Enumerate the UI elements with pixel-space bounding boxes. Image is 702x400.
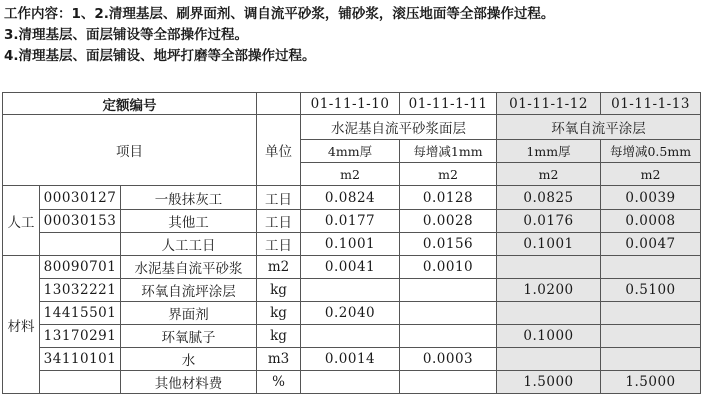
- quota-code: 01-11-1-10: [301, 93, 400, 115]
- resource-unit: kg: [257, 325, 301, 348]
- table-row: [3, 279, 701, 302]
- value-cell: [601, 256, 701, 279]
- table-row: [3, 233, 701, 256]
- resource-unit: %: [257, 371, 301, 394]
- value-cell: [400, 371, 497, 394]
- resource-unit: 工日: [257, 233, 301, 256]
- value-cell: [400, 325, 497, 348]
- value-cell: [301, 325, 400, 348]
- quota-code: 01-11-1-11: [400, 93, 497, 115]
- category-label: 人工: [3, 186, 40, 256]
- resource-code: 13032221: [40, 279, 121, 302]
- value-cell: 0.0156: [400, 233, 497, 256]
- value-cell: [400, 279, 497, 302]
- value-cell: 0.0176: [497, 210, 601, 233]
- table-row: [3, 115, 701, 140]
- resource-name: 环氧自流坪涂层: [121, 279, 257, 302]
- value-cell: 0.0177: [301, 210, 400, 233]
- unit-cell: m2: [601, 163, 701, 186]
- unit-cell: m2: [301, 163, 400, 186]
- value-cell: 0.0047: [601, 233, 701, 256]
- value-cell: [497, 348, 601, 371]
- value-cell: 1.0200: [497, 279, 601, 302]
- value-cell: [601, 348, 701, 371]
- resource-name: 环氧腻子: [121, 325, 257, 348]
- value-cell: [497, 302, 601, 325]
- resource-code: 00030153: [40, 210, 121, 233]
- group-header: 环氧自流平涂层: [497, 115, 701, 140]
- value-cell: [400, 302, 497, 325]
- value-cell: [301, 371, 400, 394]
- work-content-line: 工作内容：1、2.清理基层、刷界面剂、调自流平砂浆，铺砂浆，滚压地面等全部操作过程。: [4, 6, 555, 22]
- resource-name: 其他材料费: [121, 371, 257, 394]
- value-cell: 0.0028: [400, 210, 497, 233]
- value-cell: 0.1000: [497, 325, 601, 348]
- value-cell: 0.2040: [301, 302, 400, 325]
- table-row: [3, 210, 701, 233]
- resource-code: [40, 233, 121, 256]
- resource-name: 界面剂: [121, 302, 257, 325]
- value-cell: 0.0824: [301, 186, 400, 210]
- group-header: 水泥基自流平砂浆面层: [301, 115, 497, 140]
- value-cell: 0.0008: [601, 210, 701, 233]
- value-cell: [301, 279, 400, 302]
- value-cell: 0.0128: [400, 186, 497, 210]
- resource-code: 13170291: [40, 325, 121, 348]
- resource-name: 水泥基自流平砂浆: [121, 256, 257, 279]
- spec-header: 4mm厚: [301, 140, 400, 163]
- category-label: 材料: [3, 256, 40, 394]
- resource-unit: m3: [257, 348, 301, 371]
- value-cell: 0.1001: [301, 233, 400, 256]
- value-cell: 0.0041: [301, 256, 400, 279]
- value-cell: 0.5100: [601, 279, 701, 302]
- quota-code: 01-11-1-13: [601, 93, 701, 115]
- value-cell: [497, 256, 601, 279]
- value-cell: 0.0039: [601, 186, 701, 210]
- item-header: 项目: [3, 115, 257, 186]
- blank-cell: [257, 93, 301, 115]
- quota-table: [2, 92, 701, 394]
- resource-unit: m2: [257, 256, 301, 279]
- resource-unit: kg: [257, 302, 301, 325]
- value-cell: 0.0014: [301, 348, 400, 371]
- value-cell: 1.5000: [601, 371, 701, 394]
- resource-code: 14415501: [40, 302, 121, 325]
- table-row: [3, 371, 701, 394]
- value-cell: 1.5000: [497, 371, 601, 394]
- unit-cell: m2: [497, 163, 601, 186]
- spec-header: 每增减0.5mm: [601, 140, 701, 163]
- value-cell: 0.0825: [497, 186, 601, 210]
- value-cell: 0.0010: [400, 256, 497, 279]
- work-content: [4, 4, 698, 67]
- table-row: [3, 93, 701, 115]
- resource-code: [40, 371, 121, 394]
- table-row: [3, 256, 701, 279]
- table-row: [3, 325, 701, 348]
- value-cell: 0.0003: [400, 348, 497, 371]
- resource-name: 水: [121, 348, 257, 371]
- table-row: [3, 348, 701, 371]
- resource-name: 一般抹灰工: [121, 186, 257, 210]
- table-row: [3, 186, 701, 210]
- spec-header: 每增减1mm: [400, 140, 497, 163]
- resource-unit: 工日: [257, 186, 301, 210]
- resource-code: 34110101: [40, 348, 121, 371]
- value-cell: [601, 302, 701, 325]
- resource-code: 80090701: [40, 256, 121, 279]
- resource-code: 00030127: [40, 186, 121, 210]
- resource-unit: 工日: [257, 210, 301, 233]
- unit-header: 单位: [257, 115, 301, 186]
- value-cell: 0.1001: [497, 233, 601, 256]
- resource-name: 人工工日: [121, 233, 257, 256]
- unit-cell: m2: [400, 163, 497, 186]
- value-cell: [601, 325, 701, 348]
- resource-name: 其他工: [121, 210, 257, 233]
- spec-header: 1mm厚: [497, 140, 601, 163]
- quota-code-label: 定额编号: [3, 93, 257, 115]
- work-content-line: 4.清理基层、面层铺设、地坪打磨等全部操作过程。: [4, 48, 316, 64]
- resource-unit: kg: [257, 279, 301, 302]
- table-row: [3, 302, 701, 325]
- quota-code: 01-11-1-12: [497, 93, 601, 115]
- work-content-line: 3.清理基层、面层铺设等全部操作过程。: [4, 27, 249, 43]
